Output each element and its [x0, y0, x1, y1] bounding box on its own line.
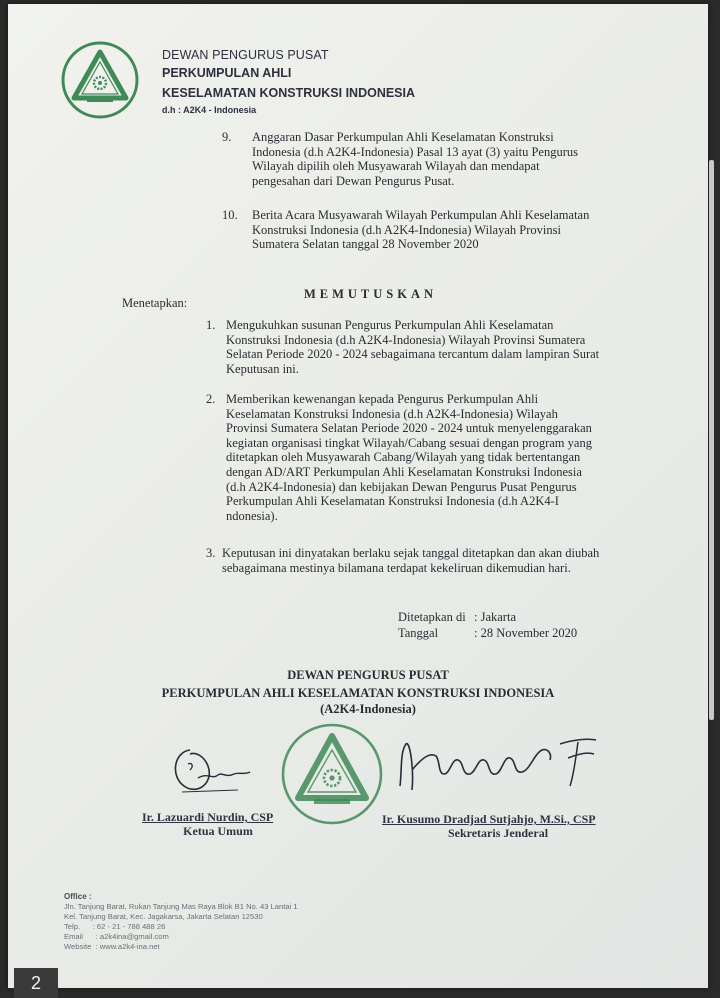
text-line: Keputusan ini. [226, 361, 299, 376]
footer-office-label: Office : [64, 892, 92, 901]
left-signature-image [168, 742, 258, 807]
header-line-3: KESELAMATAN KONSTRUKSI INDONESIA [162, 86, 416, 100]
signature-org-line-1: DEWAN PENGURUS PUSAT [287, 668, 449, 682]
text-line: Wilayah dipilih oleh Musyawarah Wilayah dan mendapat [252, 159, 540, 174]
text-line: sebagaimana mestinya bilamana terdapat kekeliruan dikemudian hari. [222, 560, 571, 575]
text-line: Perkumpulan Ahli Keselamatan Konstruksi Indonesia (d.h A2K4-I [226, 494, 559, 509]
right-signatory-name: Ir. Kusumo Dradjad Sutjahjo, M.Si., CSP [382, 812, 596, 826]
right-signatory-role: Sekretaris Jenderal [447, 826, 549, 840]
text-line: Konstruksi Indonesia (d.h A2K4-Indonesia) Wilayah Provinsi Sumatera [226, 332, 586, 347]
footer-line: Website : www.a2k4-ina.net [64, 942, 160, 951]
document-page [8, 4, 708, 988]
header-line-1: DEWAN PENGURUS PUSAT [162, 48, 329, 62]
footer-office [64, 892, 298, 952]
text-line: Anggaran Dasar Perkumpulan Ahli Keselamatan Konstruksi [252, 130, 554, 144]
text-line: Mengukuhkan susunan Pengurus Perkumpulan Ahli Keselamatan [226, 318, 554, 332]
header-line-2: PERKUMPULAN AHLI [162, 66, 292, 80]
text-line: Provinsi Sumatera Selatan Periode 2020 - 2024 untuk menyelenggarakan [226, 421, 592, 436]
decision-1-number: 1. [206, 318, 216, 332]
item-10-number: 10. [222, 208, 238, 222]
text-line: dengan AD/ART Perkumpulan Ahli Keselamatan Konstruksi Indonesia [226, 464, 582, 479]
header-line-4: d.h : A2K4 - Indonesia [162, 105, 257, 115]
scrollbar[interactable] [709, 160, 714, 720]
footer-line: Jln. Tanjung Barat, Rukan Tanjung Mas Raya Blok B1 No. 43 Lantai 1 [64, 902, 298, 911]
decision-3-text [222, 546, 614, 575]
text-line: (d.h A2K4-Indonesia) dan kebijakan Dewan Pengurus Pusat Pengurus [226, 479, 577, 494]
decision-2-text [226, 392, 614, 523]
left-signatory-role: Ketua Umum [183, 824, 253, 838]
enactment-place-value: : Jakarta [474, 610, 516, 624]
item-10-text [252, 208, 614, 252]
item-9-number: 9. [222, 130, 232, 144]
decision-label: Menetapkan: [122, 296, 188, 310]
organization-logo [60, 40, 140, 120]
page-number-indicator: 2 [14, 968, 58, 998]
item-9-text [252, 130, 614, 188]
text-line: Keselamatan Konstruksi Indonesia (d.h A2K4-Indonesia) Wilayah [226, 406, 558, 421]
footer-line: Email : a2k4ina@gmail.com [64, 932, 169, 941]
organization-stamp [280, 722, 384, 831]
text-line: Indonesia (d.h A2K4-Indonesia) Pasal 13 ayat (3) yaitu Pengurus [252, 144, 578, 159]
enactment-date-label: Tanggal [398, 626, 439, 640]
decision-title: MEMUTUSKAN [303, 287, 438, 301]
enactment-place-label: Ditetapkan di [398, 610, 466, 624]
right-signature-image [392, 730, 612, 805]
decision-3-number: 3. [206, 546, 216, 560]
enactment-date-value: : 28 November 2020 [474, 626, 578, 640]
text-line: ditetapkan oleh Musyawarah Cabang/Wilayah yang tidak bertentangan [226, 450, 581, 465]
text-line: Sumatera Selatan tanggal 28 November 2020 [252, 237, 479, 252]
signature-org-line-2: PERKUMPULAN AHLI KESELAMATAN KONSTRUKSI INDONESIA [161, 686, 555, 700]
text-line: Berita Acara Musyawarah Wilayah Perkumpulan Ahli Keselamatan [252, 208, 590, 222]
decision-1-text [226, 318, 614, 376]
text-line: pengesahan dari Dewan Pengurus Pusat. [252, 173, 455, 188]
text-line: kegiatan organisasi tingkat Wilayah/Cabang sesuai dengan program yang [226, 435, 592, 450]
decision-2-number: 2. [206, 392, 216, 406]
text-line: Keputusan ini dinyatakan berlaku sejak tanggal ditetapkan dan akan diubah [222, 546, 600, 560]
text-line: ndonesia). [226, 508, 278, 523]
text-line: Memberikan kewenangan kepada Pengurus Perkumpulan Ahli [226, 392, 539, 406]
footer-line: Kel. Tanjung Barat, Kec. Jagakarsa, Jakarta Selatan 12530 [64, 912, 263, 921]
left-signatory-name: Ir. Lazuardi Nurdin, CSP [142, 810, 274, 824]
text-line: Konstruksi Indonesia (d.h A2K4-Indonesia) Wilayah Provinsi [252, 222, 561, 237]
footer-line: Telp. : 62 - 21 - 788 488 26 [64, 922, 166, 931]
signature-org-line-3: (A2K4-Indonesia) [320, 702, 416, 716]
text-line: Selatan Periode 2020 - 2024 sebagaimana tercantum dalam lampiran Surat [226, 347, 600, 362]
